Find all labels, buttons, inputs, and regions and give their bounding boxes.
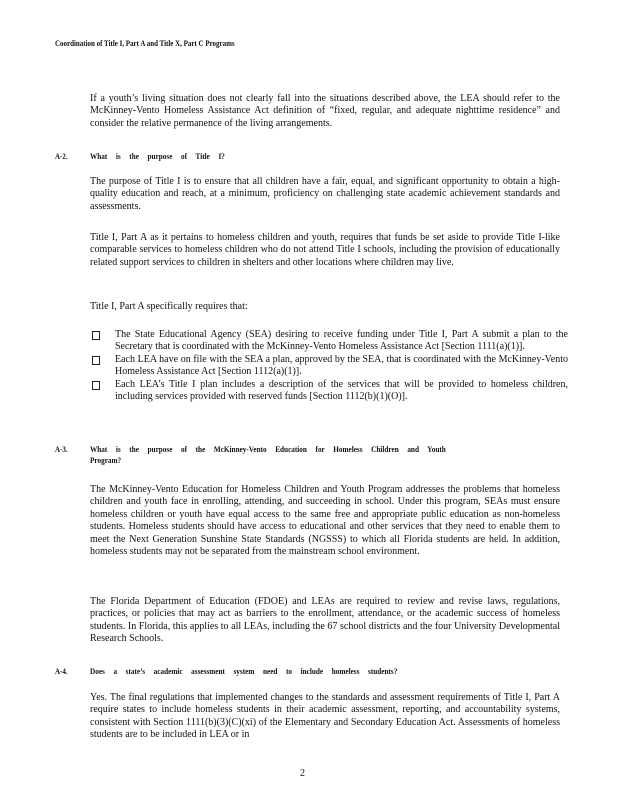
answer-paragraph: The purpose of Title I is to ensure that all children have a fair, equal, and significant opportunity to obtain a high-quality education and reach, at a minimum, proficiency on challenging state academic achievement standards and assessments.: [90, 176, 560, 212]
bullet-box-icon: [92, 381, 100, 390]
question-number: A-3.: [55, 444, 68, 454]
answer-paragraph: Yes. The final regulations that implemented changes to the standards and assessment requirements of Title I, Part A require states to include homeless students in their academic assessment, reporting, and accountability systems, consistent with Section 1111(b)(3)(C)(xi) of the Elementary and Secondary Education Act. Assessments of homeless students are to be included in LEA or in: [90, 692, 560, 741]
intro-paragraph: If a youth’s living situation does not clearly fall into the situations described above, the LEA should refer to the McKinney-Vento Homeless Assistance Act definition of “fixed, regular, and adequate nighttime residence” and consider the relative permanence of the living arrangements.: [90, 93, 560, 129]
bullet-box-icon: [92, 331, 100, 340]
answer-paragraph: Title I, Part A specifically requires that:: [90, 301, 248, 312]
running-header: Coordination of Title I, Part A and Title X, Part C Programs: [55, 38, 235, 48]
list-item: [90, 329, 568, 354]
list-item-text: Each LEA’s Title I plan includes a description of the services that will be provided to homeless children, including services provided with reserved funds [Section 1112(b)(1)(O)].: [115, 378, 568, 403]
question-text: What is the purpose of the McKinney-Vento Education for Homeless Children and Youth Program?: [90, 444, 446, 465]
bullet-box-icon: [92, 356, 100, 365]
page-number: 2: [300, 768, 305, 779]
question-text: Does a state’s academic assessment system need to include homeless students?: [90, 666, 398, 676]
question-number: A-2.: [55, 151, 68, 161]
list-item-text: Each LEA have on file with the SEA a plan, approved by the SEA, that is coordinated with the McKinney-Vento Homeless Assistance Act [Section 1112(a)(1)].: [115, 353, 568, 378]
question-a3: [55, 444, 560, 468]
question-text: What is the purpose of Title I?: [90, 151, 225, 161]
answer-paragraph: The Florida Department of Education (FDOE) and LEAs are required to review and revise laws, regulations, practices, or policies that may act as barriers to the enrollment, attendance, or the academic success of homeless students. In Florida, this applies to all LEAs, including the 67 school districts and the four University Developmental Research Schools.: [90, 596, 560, 645]
list-item: [90, 354, 568, 379]
list-item-text: The State Educational Agency (SEA) desiring to receive funding under Title I, Part A submit a plan to the Secretary that is coordinated with the McKinney-Vento Homeless Assistance Act [Section 1111(a)(1)].: [115, 329, 568, 353]
question-number: A-4.: [55, 666, 68, 676]
list-item: [90, 379, 568, 404]
requirements-list: [90, 329, 568, 403]
answer-paragraph: The McKinney-Vento Education for Homeless Children and Youth Program addresses the problems that homeless children and youth face in enrolling, attending, and succeeding in school. Under this program, SEAs must ensure homeless children or youth have equal access to the same free and appropriate public education as non-homeless students. Homeless students should have access to educational and other services that they need to enable them to meet the Next Generation Sunshine State Standards (NGSSS) to which all Florida students are held. In addition, homeless students may not be separated from the mainstream school environment.: [90, 484, 560, 558]
answer-paragraph: Title I, Part A as it pertains to homeless children and youth, requires that funds be set aside to provide Title I-like comparable services to homeless children who do not attend Title I schools, including the provision of educationally related support services to children in shelters and other locations where children may live.: [90, 232, 560, 268]
